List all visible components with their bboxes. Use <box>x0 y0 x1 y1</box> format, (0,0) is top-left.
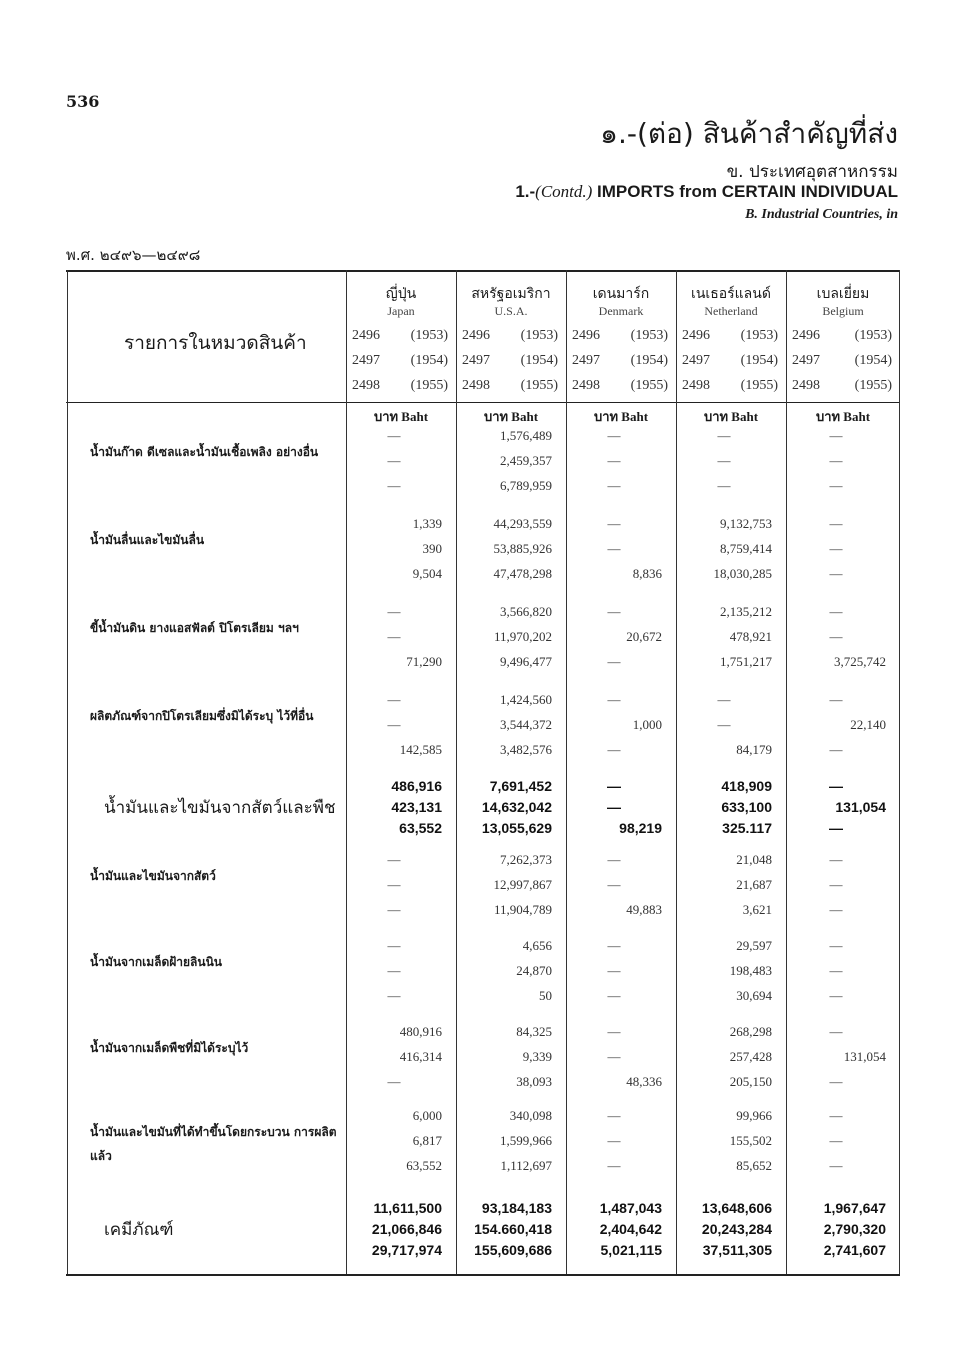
country-name-thai: เบลเยี่ยม <box>816 286 870 302</box>
table-cell: 99,966 <box>736 1108 772 1123</box>
table-cell: 154.660,418 <box>474 1221 552 1237</box>
table-cell: — <box>607 742 621 757</box>
table-cell: 13,055,629 <box>481 820 552 836</box>
row-label: น้ำมันและไขมันจากสัตว์และพืช <box>104 798 336 818</box>
page-number: 536 <box>66 92 100 111</box>
table-cell: 2,790,320 <box>823 1221 886 1237</box>
table-cell: — <box>607 478 621 493</box>
table-cell: — <box>829 902 843 917</box>
table-cell: 418,909 <box>721 778 772 794</box>
table-cell: 2,135,212 <box>720 604 772 619</box>
table-rule <box>66 270 900 272</box>
table-cell: 12,997,867 <box>493 877 552 892</box>
table-cell: — <box>387 629 401 644</box>
table-cell: 1,576,489 <box>500 428 552 443</box>
table-cell: 93,184,183 <box>481 1200 552 1216</box>
table-cell: — <box>387 938 401 953</box>
year-gregorian: (1953) <box>740 328 778 343</box>
table-cell: 155,502 <box>729 1133 772 1148</box>
table-cell: — <box>829 963 843 978</box>
year-buddhist: 2497 <box>682 353 710 368</box>
year-buddhist: 2496 <box>572 328 600 343</box>
table-cell: 20,243,284 <box>701 1221 772 1237</box>
table-cell: 9,496,477 <box>500 654 552 669</box>
year-gregorian: (1953) <box>630 328 668 343</box>
year-gregorian: (1955) <box>854 378 892 393</box>
table-cell: — <box>829 516 843 531</box>
table-cell: — <box>607 988 621 1003</box>
table-cell: 47,478,298 <box>493 566 552 581</box>
unit-label: บาท Baht <box>373 409 429 424</box>
unit-label: บาท Baht <box>815 409 871 424</box>
table-cell: 1,487,043 <box>599 1200 662 1216</box>
year-buddhist: 2498 <box>792 378 820 393</box>
table-cell: — <box>387 692 401 707</box>
table-cell: 2,404,642 <box>599 1221 662 1237</box>
year-gregorian: (1955) <box>410 378 448 393</box>
country-header <box>676 286 786 320</box>
table-cell: 486,916 <box>391 778 442 794</box>
table-cell: — <box>717 717 731 732</box>
unit-label: บาท Baht <box>593 409 649 424</box>
title-english <box>515 182 898 202</box>
table-cell: 5,021,115 <box>600 1242 662 1258</box>
table-cell: — <box>829 1158 843 1173</box>
table-cell: 48,336 <box>626 1074 662 1089</box>
table-cell: 3,482,576 <box>500 742 552 757</box>
table-cell: — <box>607 852 621 867</box>
table-cell: 84,179 <box>736 742 772 757</box>
year-gregorian: (1953) <box>854 328 892 343</box>
table-cell: 9,132,753 <box>720 516 772 531</box>
table-cell: 416,314 <box>399 1049 442 1064</box>
row-label: น้ำมันลื่นและไขมันลื่น <box>90 533 205 547</box>
country-name-english: Japan <box>387 304 415 318</box>
table-cell: 1,599,966 <box>500 1133 552 1148</box>
table-cell: 268,298 <box>729 1024 772 1039</box>
table-cell: 340,098 <box>509 1108 552 1123</box>
table-cell: — <box>607 877 621 892</box>
year-gregorian: (1953) <box>410 328 448 343</box>
row-label: น้ำมันและไขมันจากสัตว์ <box>90 869 216 883</box>
table-cell: 325.117 <box>722 820 772 836</box>
table-cell: — <box>829 566 843 581</box>
year-buddhist: 2496 <box>682 328 710 343</box>
table-cell: 63,552 <box>399 820 442 836</box>
table-cell: — <box>607 1049 621 1064</box>
table-cell: 3,544,372 <box>500 717 552 732</box>
table-cell: 7,262,373 <box>500 852 552 867</box>
table-cell: 2,741,607 <box>823 1242 886 1258</box>
table-cell: 84,325 <box>516 1024 552 1039</box>
table-cell: 3,621 <box>742 902 772 917</box>
row-label: น้ำมันจากเมล็ดพืชที่มิได้ระบุไว้ <box>90 1041 249 1055</box>
table-cell: 30,694 <box>736 988 772 1003</box>
table-cell: — <box>387 988 401 1003</box>
year-buddhist: 2498 <box>572 378 600 393</box>
title-english-main: IMPORTS from CERTAIN INDIVIDUAL <box>597 182 898 201</box>
table-cell: — <box>717 478 731 493</box>
table-cell: — <box>607 938 621 953</box>
table-cell: — <box>607 654 621 669</box>
year-buddhist: 2496 <box>462 328 490 343</box>
table-cell: 2,459,357 <box>500 453 552 468</box>
table-cell: 22,140 <box>850 717 886 732</box>
table-cell: 131,054 <box>835 799 886 815</box>
country-name-english: Belgium <box>822 304 864 318</box>
table-cell: 480,916 <box>399 1024 442 1039</box>
country-header <box>346 286 456 320</box>
table-cell: 131,054 <box>843 1049 886 1064</box>
table-cell: 21,687 <box>736 877 772 892</box>
table-cell: 8,836 <box>632 566 662 581</box>
table-cell: — <box>829 1133 843 1148</box>
table-cell: — <box>607 1024 621 1039</box>
table-cell: — <box>387 877 401 892</box>
table-cell: 1,000 <box>632 717 662 732</box>
country-header <box>566 286 676 320</box>
subtitle-english: B. Industrial Countries, in <box>745 207 898 222</box>
table-cell: — <box>387 453 401 468</box>
year-buddhist: 2497 <box>572 353 600 368</box>
table-cell: 205,150 <box>729 1074 772 1089</box>
table-cell: 21,048 <box>736 852 772 867</box>
table-cell: — <box>717 692 731 707</box>
year-gregorian: (1954) <box>854 353 892 368</box>
subtitle-thai: ข. ประเทศอุตสาหกรรม <box>726 162 898 182</box>
year-gregorian: (1954) <box>740 353 778 368</box>
table-cell: 14,632,042 <box>481 799 552 815</box>
table-cell: 44,293,559 <box>493 516 552 531</box>
table-cell: — <box>829 852 843 867</box>
table-cell: 1,967,647 <box>823 1200 886 1216</box>
table-rule <box>66 1274 900 1276</box>
title-english-prefix: 1.- <box>515 182 536 201</box>
table-cell: 29,717,974 <box>371 1242 442 1258</box>
table-cell: — <box>829 604 843 619</box>
year-buddhist: 2496 <box>352 328 380 343</box>
table-cell: — <box>607 604 621 619</box>
table-cell: 7,691,452 <box>489 778 552 794</box>
year-gregorian: (1954) <box>410 353 448 368</box>
table-cell: 3,725,742 <box>834 654 886 669</box>
unit-label: บาท Baht <box>703 409 759 424</box>
table-cell: — <box>607 799 621 815</box>
table-cell: — <box>829 1108 843 1123</box>
table-cell: 20,672 <box>626 629 662 644</box>
table-cell: 50 <box>539 988 552 1003</box>
row-label: ขี้น้ำมันดิน ยางแอสฟัลต์ ปิโตรเลียม ฯลฯ <box>90 621 299 635</box>
table-cell: — <box>607 1133 621 1148</box>
table-rule <box>66 402 900 403</box>
year-buddhist: 2497 <box>462 353 490 368</box>
table-cell: — <box>387 478 401 493</box>
year-buddhist: 2497 <box>352 353 380 368</box>
table-cell: — <box>607 692 621 707</box>
table-cell: — <box>607 453 621 468</box>
table-cell: — <box>829 742 843 757</box>
table-cell: 6,000 <box>412 1108 442 1123</box>
year-gregorian: (1955) <box>520 378 558 393</box>
table-cell: — <box>829 778 843 794</box>
table-cell: — <box>607 1108 621 1123</box>
table-cell: 8,759,414 <box>720 541 772 556</box>
row-label: ผลิตภัณฑ์จากปิโตรเลียมซึ่งมิได้ระบุ ไว้ที่อื่น <box>90 709 314 723</box>
year-gregorian: (1953) <box>520 328 558 343</box>
table-cell: 390 <box>422 541 442 556</box>
year-buddhist: 2496 <box>792 328 820 343</box>
year-range: พ.ศ. ๒๔๙๖—๒๔๙๘ <box>66 246 201 264</box>
table-cell: 1,112,697 <box>500 1158 552 1173</box>
row-label: น้ำมันก๊าด ดีเซลและน้ำมันเชื้อเพลิง อย่างอื่น <box>90 445 319 459</box>
table-cell: 71,290 <box>406 654 442 669</box>
table-cell: 63,552 <box>406 1158 442 1173</box>
table-border <box>67 270 68 1274</box>
table-cell: — <box>829 938 843 953</box>
table-cell: — <box>829 629 843 644</box>
country-name-thai: เดนมาร์ก <box>592 286 650 302</box>
table-cell: 257,428 <box>729 1049 772 1064</box>
table-cell: — <box>387 604 401 619</box>
year-buddhist: 2498 <box>462 378 490 393</box>
table-cell: 1,751,217 <box>720 654 772 669</box>
table-cell: 423,131 <box>391 799 442 815</box>
country-name-english: U.S.A. <box>494 304 528 318</box>
unit-label: บาท Baht <box>483 409 539 424</box>
table-cell: — <box>387 1074 401 1089</box>
table-cell: — <box>829 1074 843 1089</box>
table-cell: — <box>607 778 621 794</box>
table-cell: — <box>829 453 843 468</box>
year-buddhist: 2497 <box>792 353 820 368</box>
year-buddhist: 2498 <box>352 378 380 393</box>
country-header <box>786 286 900 320</box>
table-cell: 38,093 <box>516 1074 552 1089</box>
country-name-english: Netherland <box>704 304 758 318</box>
table-cell: — <box>829 692 843 707</box>
table-cell: — <box>717 453 731 468</box>
table-cell: 142,585 <box>399 742 442 757</box>
table-cell: — <box>607 1158 621 1173</box>
table-cell: 198,483 <box>729 963 772 978</box>
table-cell: 18,030,285 <box>713 566 772 581</box>
table-cell: 1,424,560 <box>500 692 552 707</box>
category-header: รายการในหมวดสินค้า <box>124 332 307 354</box>
table-cell: — <box>717 428 731 443</box>
country-name-thai: ญี่ปุ่น <box>385 286 417 302</box>
table-cell: 98,219 <box>619 820 662 836</box>
table-cell: — <box>387 963 401 978</box>
table-cell: — <box>607 516 621 531</box>
country-name-thai: สหรัฐอเมริกา <box>471 286 551 302</box>
title-english-contd: (Contd.) <box>535 182 593 201</box>
row-label: น้ำมันและไขมันที่ได้ทำขึ้นโดยกระบวน การผลิตแล้ว <box>90 1125 337 1163</box>
table-cell: 11,904,789 <box>493 902 552 917</box>
table-cell: — <box>829 428 843 443</box>
table-cell: 155,609,686 <box>474 1242 552 1258</box>
table-cell: — <box>387 852 401 867</box>
table-cell: 49,883 <box>626 902 662 917</box>
country-name-thai: เนเธอร์แลนด์ <box>691 286 771 302</box>
imports-table <box>66 270 900 1276</box>
table-cell: 478,921 <box>729 629 772 644</box>
table-cell: — <box>829 478 843 493</box>
table-cell: 37,511,305 <box>702 1242 772 1258</box>
table-cell: — <box>829 541 843 556</box>
year-buddhist: 2498 <box>682 378 710 393</box>
table-cell: — <box>607 541 621 556</box>
table-cell: — <box>607 963 621 978</box>
row-label: เคมีภัณฑ์ <box>104 1220 174 1240</box>
table-cell: 85,652 <box>736 1158 772 1173</box>
country-header <box>456 286 566 320</box>
table-cell: 6,817 <box>412 1133 442 1148</box>
year-gregorian: (1955) <box>630 378 668 393</box>
country-name-english: Denmark <box>598 304 644 318</box>
table-cell: 9,339 <box>522 1049 552 1064</box>
table-cell: — <box>387 902 401 917</box>
table-cell: — <box>829 877 843 892</box>
table-cell: — <box>387 428 401 443</box>
table-cell: 24,870 <box>516 963 552 978</box>
table-cell: 13,648,606 <box>701 1200 772 1216</box>
table-cell: — <box>829 988 843 1003</box>
table-cell: 3,566,820 <box>500 604 552 619</box>
table-cell: — <box>829 1024 843 1039</box>
table-cell: — <box>607 428 621 443</box>
table-cell: 6,789,959 <box>500 478 552 493</box>
table-cell: 9,504 <box>412 566 442 581</box>
table-cell: 11,970,202 <box>493 629 552 644</box>
year-gregorian: (1955) <box>740 378 778 393</box>
table-cell: — <box>829 820 843 836</box>
table-cell: — <box>387 717 401 732</box>
table-cell: 633,100 <box>721 799 772 815</box>
year-gregorian: (1954) <box>520 353 558 368</box>
table-cell: 21,066,846 <box>371 1221 442 1237</box>
table-cell: 29,597 <box>736 938 772 953</box>
table-cell: 53,885,926 <box>493 541 552 556</box>
table-cell: 11,611,500 <box>373 1200 442 1216</box>
title-thai: ๑.-(ต่อ) สินค้าสำคัญที่ส่ง <box>600 117 898 150</box>
table-cell: 4,656 <box>522 938 552 953</box>
row-label: น้ำมันจากเมล็ดฝ้ายลินนิน <box>90 955 223 969</box>
table-cell: 1,339 <box>412 516 442 531</box>
year-gregorian: (1954) <box>630 353 668 368</box>
